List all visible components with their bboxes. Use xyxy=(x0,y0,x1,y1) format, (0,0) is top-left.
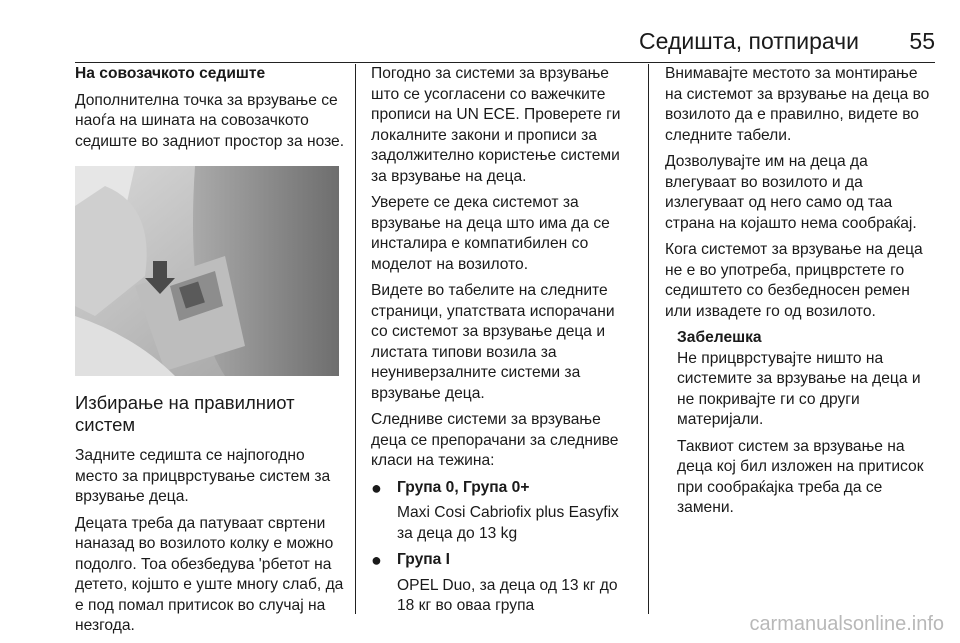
list-item-text: Maxi Cosi Cabriofix plus Easyfix за деца до 13 kg xyxy=(397,504,619,542)
paragraph: Дополнителна точка за врзување се наоѓа на шината на совозачкото седиште во задниот простор за нозе. xyxy=(75,91,345,150)
list-item xyxy=(371,478,633,545)
note-title: Забелешка xyxy=(677,329,762,346)
paragraph: Уверете се дека системот за врзување на деца што има да се инсталира е компатибилен со моделот на возилото. xyxy=(371,194,610,273)
list-item xyxy=(371,550,633,617)
column-divider-2 xyxy=(648,64,649,614)
watermark: carmanualsonline.info xyxy=(749,613,944,635)
note-box xyxy=(665,328,933,519)
page-number: 55 xyxy=(909,28,935,54)
note-paragraph: Таквиот систем за врзување на деца кој бил изложен на притисок при сообраќајка треба да се замени. xyxy=(677,437,924,516)
list-item-title: Група I xyxy=(397,551,450,568)
seat-rail-photo xyxy=(75,166,339,376)
paragraph: Децата треба да патуваат свртени наназад во возилото колку е можно подолго. Тоа обезбедува 'рбетот на детето, којшто е уште многу слаб, да е под помал притисок во случај на незгода. xyxy=(75,514,344,634)
paragraph: Видете во табелите на следните страници, упатствата испорачани со системот за врзување деца и листата типови возила за неуниверзалните системи за врзување деца. xyxy=(371,282,615,402)
column-divider-1 xyxy=(355,64,356,614)
page-header xyxy=(75,20,935,60)
header-title: Седишта, потпирачи xyxy=(639,28,859,54)
paragraph: Дозволувајте им на деца да влегуваат во возилото и да излегуваат од него само од таа страна на којашто нема сообраќај. xyxy=(665,153,917,232)
list-item-text: OPEL Duo, за деца од 13 кг до 18 кг во оваа група xyxy=(397,576,618,614)
paragraph: Погодно за системи за врзување што се усогласени со важечките прописи на UN ECE. Проверете ги локалните закони и прописи за задолжително користење системи за врзување на деца. xyxy=(371,65,621,185)
paragraph: Следниве системи за врзување деца се препорачани за следниве класи на тежина: xyxy=(371,411,619,469)
paragraph: Внимавајте местото за монтирање на системот за врзување на деца во возилото да е правилно, видете во следните табели. xyxy=(665,65,930,144)
bullet-icon: ● xyxy=(371,477,382,498)
bullet-list xyxy=(371,478,633,617)
paragraph: Задните седишта се најпогодно место за прицврстување систем за врзување деца. xyxy=(75,447,331,505)
bullet-icon: ● xyxy=(371,550,382,570)
section-title: На совозачкото седиште xyxy=(75,65,266,82)
column-2 xyxy=(371,64,633,623)
section-heading: Избирање на правилниот систем xyxy=(75,392,295,435)
note-paragraph: Не прицврстувајте ништо на системите за врзување на деца и не покривајте ги со други материјали. xyxy=(677,349,921,428)
header-rule xyxy=(75,62,935,63)
column-3 xyxy=(665,64,933,525)
paragraph: Кога системот за врзување на деца не е во употреба, прицврстете го седиштето со безбедносен ремен или извадете го од возилото. xyxy=(665,241,923,320)
list-item-title: Група 0, Група 0+ xyxy=(397,478,530,496)
column-1 xyxy=(75,64,345,643)
